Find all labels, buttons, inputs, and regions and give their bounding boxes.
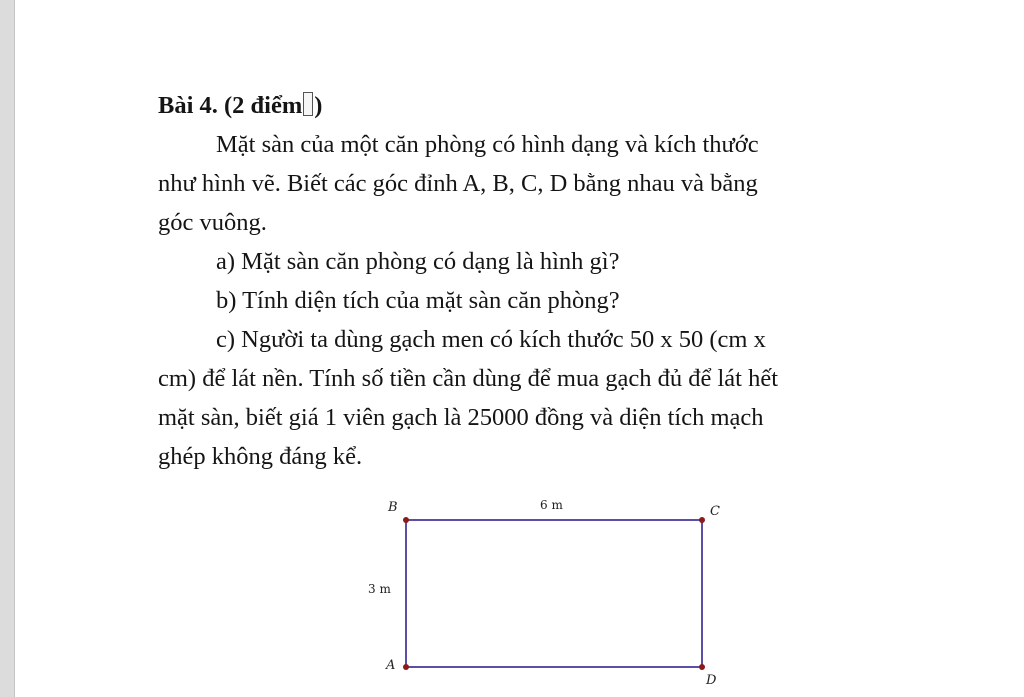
document-body [158,86,948,476]
problem-title: Bài 4. (2 điểm ) [158,92,323,119]
rectangle-diagram [350,490,770,695]
rectangle-figure [350,490,770,695]
page-margin-bar [0,0,15,697]
question-c-line-1: c) Người ta dùng gạch men có kích thước 50 x 50 (cm x [216,326,766,353]
question-a: a) Mặt sàn căn phòng có dạng là hình gì? [216,248,620,275]
question-c-line-4: ghép không đáng kể. [158,443,363,470]
intro-line-3: góc vuông. [158,209,267,236]
intro-line-2: như hình vẽ. Biết các góc đỉnh A, B, C, D bằng nhau và bằng [158,170,758,197]
intro-line-1: Mặt sàn của một căn phòng có hình dạng và kích thước [216,131,759,158]
length-label-top: 6 m [540,498,563,512]
vertex-label-c: C [710,504,720,519]
question-b: b) Tính diện tích của mặt sàn căn phòng? [216,287,620,314]
text-cursor-icon [303,92,313,116]
vertex-label-a: A [386,658,396,673]
vertex-label-b: B [388,500,398,515]
question-c-line-2: cm) để lát nền. Tính số tiền cần dùng để mua gạch đủ để lát hết [158,365,779,392]
point-a [403,664,409,670]
point-b [403,517,409,523]
length-label-side: 3 m [368,582,391,596]
rectangle-abcd [406,520,702,667]
vertex-label-d: D [706,673,717,688]
question-c-line-3: mặt sàn, biết giá 1 viên gạch là 25000 đồng và diện tích mạch [158,404,764,431]
point-d [699,664,705,670]
point-c [699,517,705,523]
